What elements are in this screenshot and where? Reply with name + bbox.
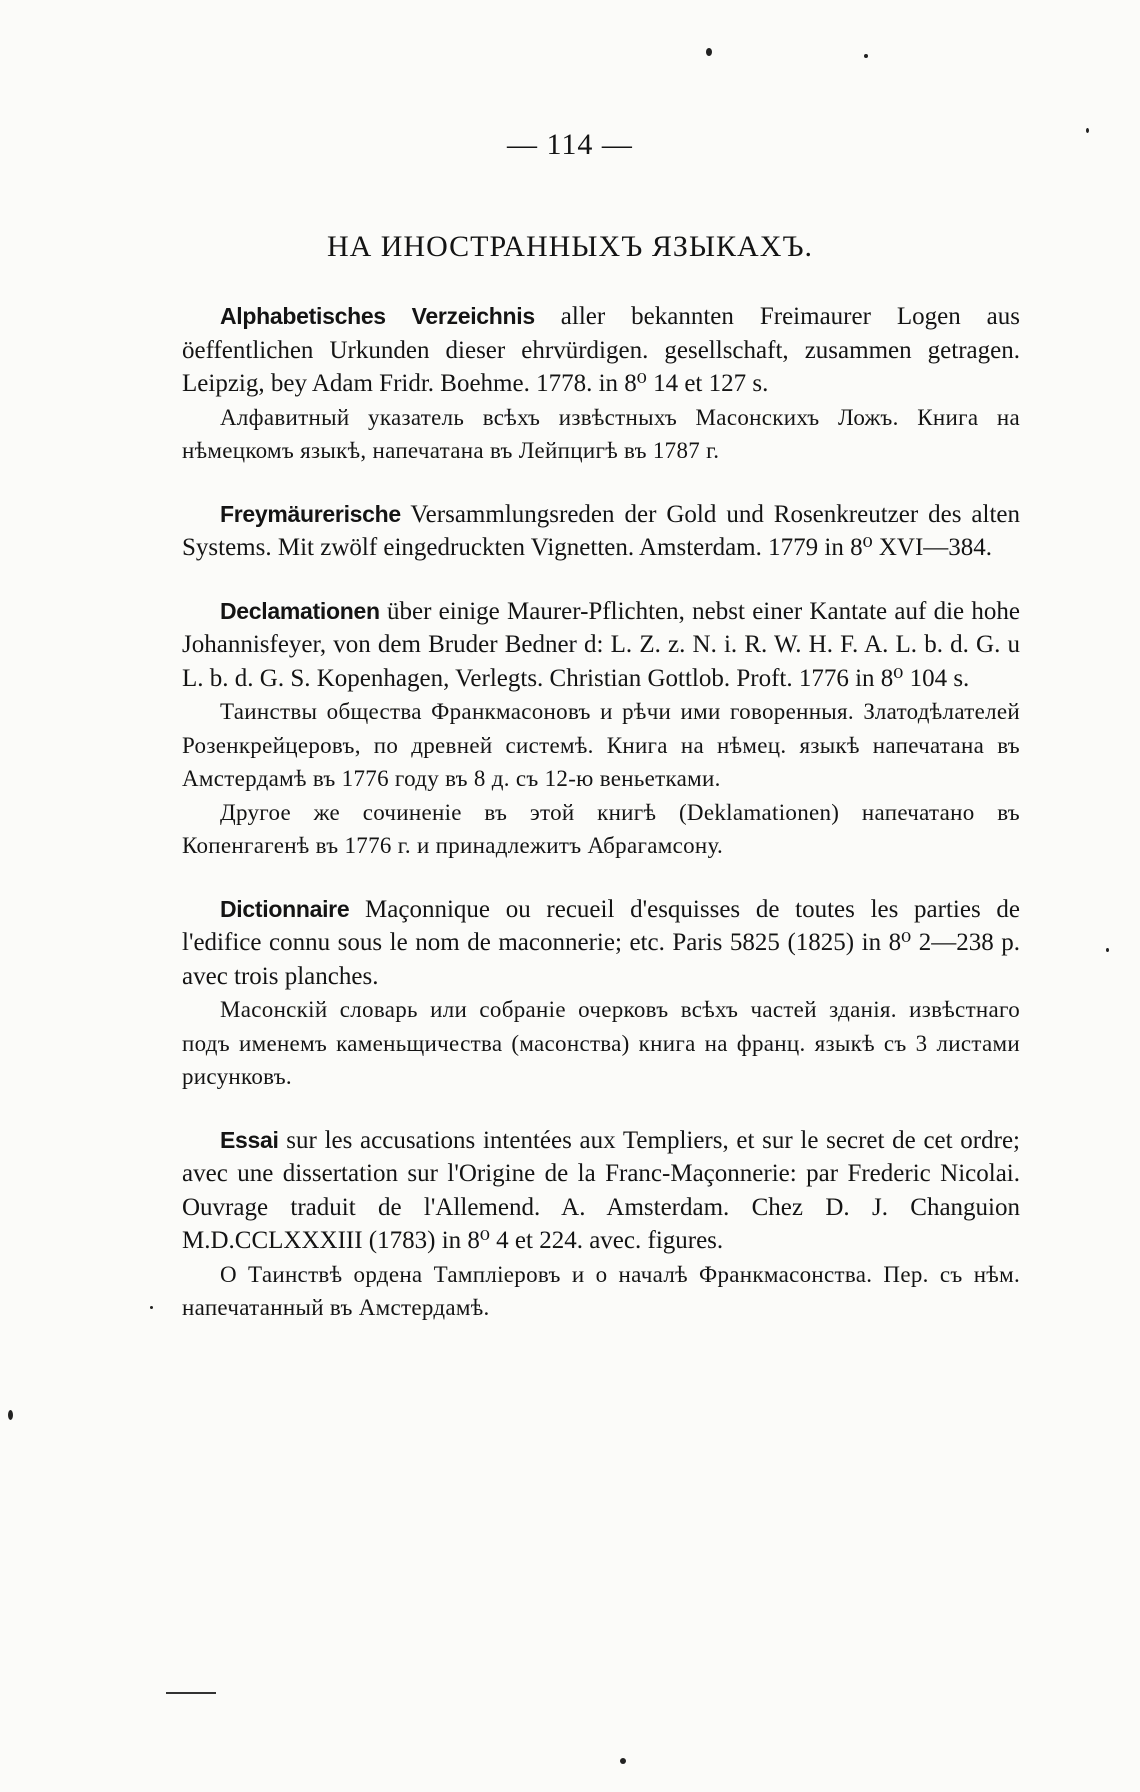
- entry-citation: [182, 893, 1020, 994]
- entry-text: Versammlungsreden der Gold und Rosenkreutzer des alten Systems. Mit zwölf eingedruckten Vignetten. Amsterdam. 1779 in 8⁰ XVI—384.: [182, 500, 1020, 561]
- bibliography-entry: [182, 1124, 1020, 1325]
- ink-speck: [1106, 948, 1109, 952]
- page-number: — 114 —: [507, 128, 633, 161]
- entry-keyword: Freymäurerische: [220, 500, 401, 527]
- ink-speck: [8, 1410, 13, 1420]
- bibliography-entry: [182, 498, 1020, 565]
- ink-speck: [620, 1758, 626, 1764]
- entry-translation: О Таинствѣ ордена Тампліеровъ и о началѣ Франкмасонства. Пер. съ нѣм. напечатанный въ Амстердамѣ.: [182, 1261, 1020, 1320]
- bibliography-entry: [182, 595, 1020, 863]
- entry-keyword: Dictionnaire: [220, 895, 350, 922]
- entry-keyword: Essai: [220, 1126, 279, 1153]
- entry-translation: Алфавитный указатель всѣхъ извѣстныхъ Масонскихъ Ложъ. Книга на нѣмецкомъ языкѣ, напечатана въ Лейпцигѣ въ 1787 г.: [182, 404, 1020, 463]
- entry-translation: Масонскій словарь или собраніе очерковъ всѣхъ частей зданія. извѣстнаго подъ именемъ каменьщичества (масонства) книга на франц. языкѣ съ 3 листами рисунковъ.: [182, 997, 1020, 1089]
- bibliography-list: [182, 300, 1020, 1355]
- bibliography-entry: [182, 893, 1020, 1094]
- entry-keyword: Alphabetisches Verzeichnis: [220, 303, 535, 329]
- entry-translation: Другое же сочиненіе въ этой книгѣ (Deklamationen) напечатано въ Копенгагенѣ въ 1776 г. и принадлежитъ Абрагамсону.: [182, 799, 1020, 858]
- margin-mark: [166, 1692, 216, 1694]
- ink-speck: [864, 54, 868, 58]
- entry-citation: [182, 1124, 1020, 1258]
- entry-citation: [182, 498, 1020, 565]
- entry-text: aller bekannten Freimaurer Logen aus öeffentlichen Urkunden dieser ehrvürdigen. gesellschaft, zusammen getragen. Leipzig, bey Adam Fridr. Boehme. 1778. in 8⁰ 14 et 127 s.: [182, 303, 1020, 397]
- entry-keyword: Declamationen: [220, 597, 380, 624]
- entry-text: über einige Maurer-Pflichten, nebst einer Kantate auf die hohe Johannisfeyer, von dem Bruder Bedner d: L. Z. z. N. i. R. W. H. F. A. L. b. d. G. u L. b. d. G. S. Kopenhagen, Verlegts. Christian Gottlob. Proft. 1776 in 8⁰ 104 s.: [182, 597, 1020, 692]
- section-title: НА ИНОСТРАННЫХЪ ЯЗЫКАХЪ.: [326, 230, 814, 263]
- entry-citation: [182, 595, 1020, 696]
- entry-text: Maçonnique ou recueil d'esquisses de toutes les parties de l'edifice connu sous le nom de maconnerie; etc. Paris 5825 (1825) in 8⁰ 2—238 p. avec trois planches.: [182, 895, 1020, 990]
- entry-citation: [182, 300, 1020, 401]
- entry-text: sur les accusations intentées aux Templiers, et sur le secret de cet ordre; avec une dissertation sur l'Origine de la Franc-Maçonnerie: par Frederic Nicolai. Ouvrage traduit de l'Allemend. A. Amsterdam. Chez D. J. Changuion M.D.CCLXXXIII (1783) in 8⁰ 4 et 224. avec. figures.: [182, 1126, 1020, 1254]
- entry-translation: Таинствы общества Франкмасоновъ и рѣчи ими говоренныя. Златодѣлателей Розенкрейцеровъ, по древней системѣ. Книга на нѣмец. языкѣ напечатана въ Амстердамѣ въ 1776 году въ 8 д. съ 12-ю веньетками.: [182, 699, 1020, 791]
- ink-speck: [150, 1306, 153, 1309]
- ink-speck: [1086, 128, 1089, 133]
- bibliography-entry: [182, 300, 1020, 468]
- ink-speck: [706, 48, 712, 56]
